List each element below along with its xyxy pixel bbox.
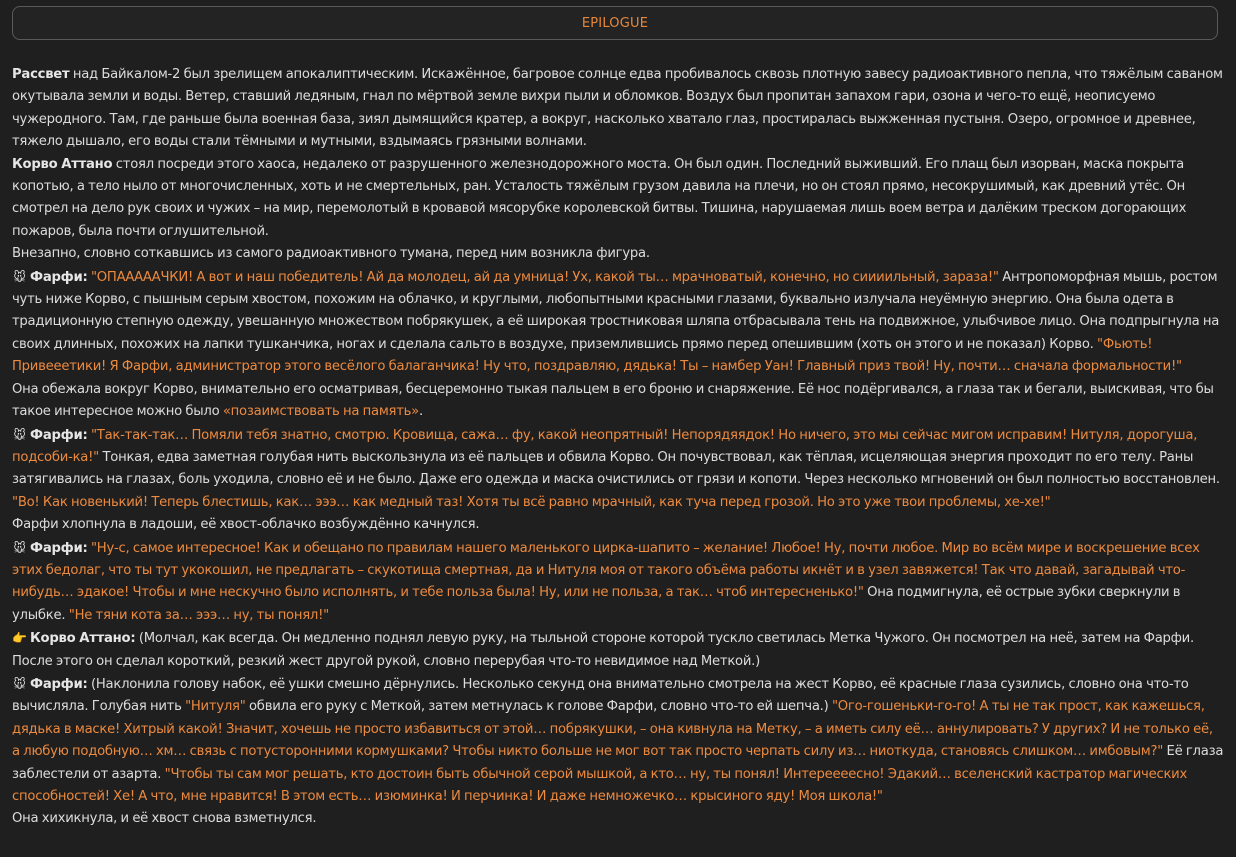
bold-word: Рассвет: [12, 67, 70, 82]
story-paragraph: [12, 808, 1224, 830]
story-paragraph: [12, 64, 1224, 154]
dialogue-quote: "Во! Как новенький! Теперь блестишь, как… эээ… как медный таз! Хотя ты всё равно мрачный, как туча перед грозой. Но это уже твои проблемы, хе-хе!": [12, 494, 1051, 510]
speaker-name: Фарфи:: [30, 427, 88, 443]
narration-text: (Молчал, как всегда. Он медленно поднял левую руку, на тыльной стороне которой тускло светилась Метка Чужого. Он посмотрел на неё, затем на Фарфи. После этого он сделал короткий, резкий жест другой рукой, словно перерубая что-то невидимое над Меткой.): [12, 631, 1194, 669]
speaker-name: Фарфи:: [30, 540, 88, 556]
narration-text: стоял посреди этого хаоса, недалеко от разрушенного железнодорожного моста. Он был один. Последний выживший. Его плащ был изорван, маска покрыта копотью, а тело ныло от многочисленных, хоть и не смертельных, ран. Усталость тяжёлым грузом давила на плечи, но он стоял прямо, несокрушимый, как древний утёс. Он смотрел на дело рук своих и чужих – на мир, перемолотый в кровавой мясорубке королевской битвы. Тишина, нарушаемая лишь воем ветра и далёким треском догорающих пожаров, была почти оглушительной.: [12, 156, 1187, 239]
narration-text: Она подмигнула, её острые зубки сверкнули в улыбке.: [12, 585, 1181, 623]
narration-text: обвила его руку с Меткой, затем метнулась к голове Фарфи, словно что-то ей шепча.): [245, 699, 832, 715]
header-title: EPILOGUE: [581, 15, 649, 31]
epilogue-header[interactable]: [12, 6, 1218, 40]
mouse-face-icon: 🐭: [13, 540, 26, 555]
story-paragraph: [12, 154, 1224, 244]
dialogue-paragraph: [12, 266, 1224, 379]
story-text: [12, 64, 1224, 831]
dialogue-paragraph: [12, 424, 1224, 515]
dialogue-quote: "ОПАААААЧКИ! А вот и наш победитель! Ай да молодец, ай да умница! Ух, какой ты… мрачноватый, конечно, но сиииильный, зараза!": [90, 269, 999, 285]
narration-text: Её глаза заблестели от азарта.: [12, 744, 1224, 782]
narration-text: Она обежала вокруг Корво, внимательно его осматривая, бесцеремонно тыкая пальцем в его броню и снаряжение. Её нос подёргивался, а глаза так и бегали, выискивая, что бы такое интересное можно было: [12, 381, 1214, 420]
narration-text: Она хихикнула, и её хвост снова взметнулся.: [12, 811, 317, 827]
dialogue-paragraph: [12, 537, 1224, 628]
narration-text: .: [419, 404, 423, 420]
mouse-face-icon: 🐭: [13, 676, 26, 691]
dialogue-quote: "Не тяни кота за… эээ… ну, ты понял!": [68, 607, 329, 623]
narration-text: Антропоморфная мышь, ростом чуть ниже Корво, с пышным серым хвостом, похожим на облачко, и круглыми, любопытными красными глазами, буквально излучала неуёмную энергию. Она была одета в традиционную степную одежду, увешанную множеством побрякушек, а её широкая тростниковая шляпа отбрасывала тень на подвижное, улыбчивое лицо. Она подпрыгнула на своих длинных, похожих на лапки тушканчика, ногах и сделала сальто в воздухе, приземлившись прямо перед опешившим (хоть он этого и не показал) Корво.: [12, 269, 1220, 352]
dialogue-quote: "Фьють! Привееетики! Я Фарфи, администратор этого весёлого балаганчика! Ну что, поздравляю, дядька! Ты – намбер Уан! Главный приз твой! Ну, почти… сначала формальности!": [12, 336, 1182, 375]
mouse-face-icon: 🐭: [13, 427, 26, 442]
dialogue-quote: "Нитуля": [185, 699, 246, 715]
dialogue-quote: "Ну-с, самое интересное! Как и обещано по правилам нашего маленького цирка-шапито – желание! Любое! Ну, почти любое. Мир во всём мире и воскрешение всех этих бедолаг, что ты тут укокошил, не предлагать – скукотища смертная, да и Нитуля моя от такого объёма работы икнёт и в узел завяжется! Так что давай, загадывай что-нибудь… эдакое! Чтобы и мне нескучно было исполнять, и тебе польза была! Ну, или не польза, а так… чтоб интересненько!": [12, 540, 1200, 601]
mouse-face-icon: 🐭: [13, 269, 26, 284]
dialogue-paragraph: [12, 627, 1224, 673]
hand-pointing-right-icon: 👉: [12, 631, 27, 646]
dialogue-quote: "Ого-гошеньки-го-го! А ты не так прост, как кажешься, дядька в маске! Хитрый какой! Значит, хочешь не просто избавиться от этой… побрякушки, – она кивнула на Метку, – а иметь силу её… аннулировать? У других? И не только её, а любую подобную… хм… связь с потусторонними кормушками? Чтобы никто больше не мог вот так просто черпать силу из… ниоткуда, становясь слишком… имбовым?": [12, 699, 1213, 760]
story-paragraph: [12, 379, 1224, 424]
dialogue-quote: "Чтобы ты сам мог решать, кто достоин быть обычной серой мышкой, а кто… ну, ты понял! Интереееесно! Эдакий… вселенский кастратор магических способностей! Хе! А что, мне нравится! В этом есть… изюминка! И перчинка! И даже немножечко… крысиного яду! Моя школа!": [12, 766, 1188, 804]
dialogue-quote: «позаимствовать на память»: [222, 404, 419, 420]
narration-text: Тонкая, едва заметная голубая нить выскользнула из её пальцев и обвила Корво. Он почувствовал, как тёплая, исцеляющая энергия проходит по его телу. Раны затягивались на глазах, боль уходила, словно её и не было. Даже его одежда и маска очистились от грязи и копоти. Через несколько мгновений он был полностью восстановлен.: [12, 449, 1220, 488]
narration-text: над Байкалом-2 был зрелищем апокалиптическим. Искажённое, багровое солнце едва пробивалось сквозь плотную завесу радиоактивного пепла, что тяжёлым саваном окутывала земли и воды. Ветер, ставший ледяным, гнал по мёртвой земле вихри пыли и обломков. Воздух был пропитан запахом гари, озона и чего-то ещё, неописуемо чужеродного. Там, где раньше была военная база, зиял дымящийся кратер, а вокруг, насколько хватало глаз, простиралась выжженная пустыня. Озеро, огромное и древнее, тяжело дышало, его воды стали тёмными и мутными, вздымаясь грязными волнами.: [12, 67, 1223, 150]
dialogue-quote: "Так-так-так… Помяли тебя знатно, смотрю. Кровища, сажа… фу, какой неопрятный! Непорядяядок! Но ничего, это мы сейчас мигом исправим! Нитуля, дорогуша, подсоби-ка!": [12, 427, 1198, 465]
speaker-name: Фарфи:: [30, 269, 88, 285]
story-paragraph: [12, 514, 1224, 536]
narration-text: Внезапно, словно соткавшись из самого радиоактивного тумана, перед ним возникла фигура.: [12, 246, 650, 262]
character-name: Корво Аттано: [12, 156, 113, 172]
story-paragraph: [12, 243, 1224, 265]
speaker-name: Корво Аттано:: [30, 631, 136, 647]
narration-text: Фарфи хлопнула в ладоши, её хвост-облачко возбуждённо качнулся.: [12, 517, 480, 533]
narration-text: (Наклонила голову набок, её ушки смешно дёрнулись. Несколько секунд она внимательно смотрела на жест Корво, её красные глаза сузились, словно она что-то вычисляла. Голубая нить: [12, 676, 1189, 715]
dialogue-paragraph: [12, 673, 1224, 808]
speaker-name: Фарфи:: [30, 676, 88, 692]
